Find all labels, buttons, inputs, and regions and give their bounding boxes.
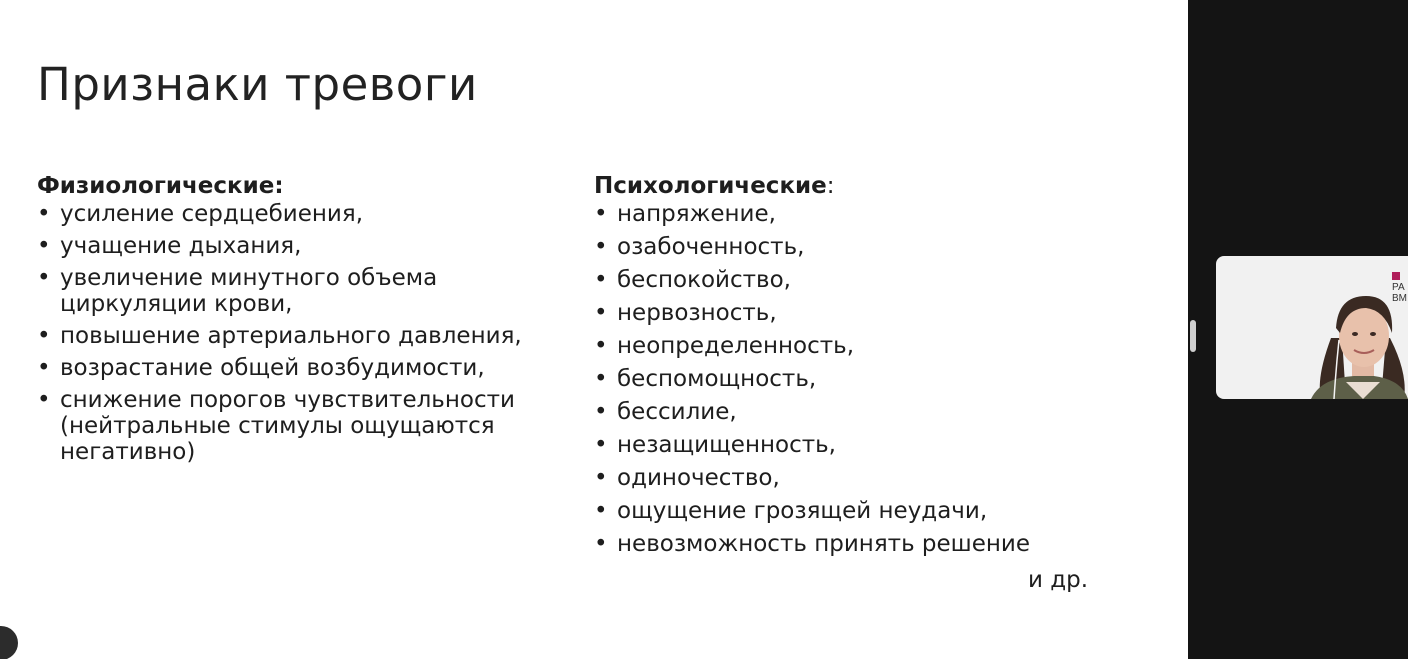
heading-colon: : [826, 173, 835, 199]
etc-label: и др. [1028, 567, 1089, 593]
list-item: • незащищенность, [594, 432, 1094, 458]
list-item: • одиночество, [594, 465, 1094, 491]
list-item: • ощущение грозящей неудачи, [594, 498, 1094, 524]
list-item: • усиление сердцебиения, [37, 201, 577, 227]
list-item: • бессилие, [594, 399, 1094, 425]
psychological-heading-line [594, 172, 1094, 201]
list-item: • увеличение минутного объема циркуляции крови, [37, 265, 490, 317]
participant-avatar [1276, 278, 1408, 399]
list-item: • беспокойство, [594, 267, 1094, 293]
psychological-list [594, 201, 1094, 557]
list-item: • возрастание общей возбудимости, [37, 355, 577, 381]
physiological-column [37, 172, 577, 471]
list-item: • напряжение, [594, 201, 1094, 227]
list-item: • беспомощность, [594, 366, 1094, 392]
list-item: • неопределенность, [594, 333, 1094, 359]
psychological-heading: Психологические [594, 173, 827, 199]
list-item: • невозможность принять решение [594, 531, 1094, 557]
physiological-heading: Физиологические: [37, 173, 284, 199]
slide-title: Признаки тревоги [37, 58, 478, 111]
physiological-list [37, 201, 577, 465]
brand-logo [1392, 272, 1408, 304]
participant-video-tile[interactable] [1216, 256, 1408, 399]
panel-resize-handle[interactable] [1190, 320, 1196, 352]
list-item: • нервозность, [594, 300, 1094, 326]
list-item: • учащение дыхания, [37, 233, 577, 259]
cursor-indicator [0, 626, 18, 659]
brand-text: РА ВМ [1392, 282, 1407, 304]
brand-mark-icon [1392, 272, 1400, 280]
psychological-column [594, 172, 1094, 564]
list-item: • озабоченность, [594, 234, 1094, 260]
list-item: • снижение порогов чувствительности (нейтральные стимулы ощущаются негативно) [37, 387, 560, 465]
list-item: • повышение артериального давления, [37, 323, 577, 349]
